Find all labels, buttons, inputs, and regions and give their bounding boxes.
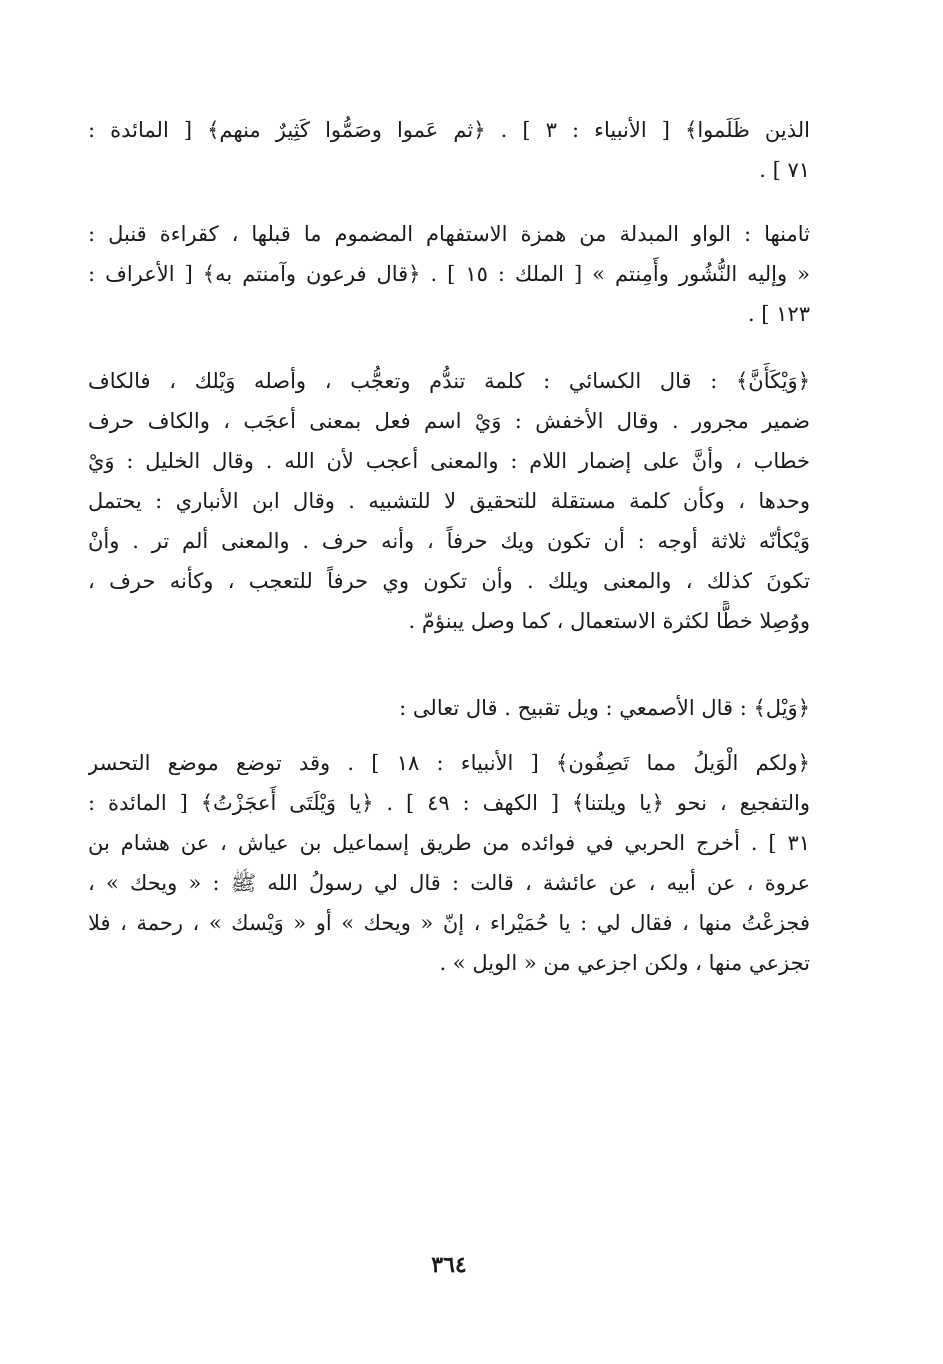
text-line: خطاب ، وأنَّ على إضمار اللام : والمعنى أعجب لأن الله . وقال الخليل : وَيْ — [88, 449, 810, 473]
text-line: ﴿وَيْكَأَنَّ﴾ : قال الكسائي : كلمة تندُّم وتعجُّب ، وأصله وَيْلك ، فالكاف — [88, 369, 810, 393]
text-line: ثامنها : الواو المبدلة من همزة الاستفهام المضموم ما قبلها ، كقراءة قنبل : — [88, 222, 810, 246]
text-line: ضمير مجرور . وقال الأخفش : وَيْ اسم فعل بمعنى أعجَب ، والكاف حرف — [88, 409, 810, 433]
text-line: وَيْكأنّه ثلاثة أوجه : أن تكون ويك حرفاً ، وأنه حرف . والمعنى ألم تر . وأنْ — [88, 529, 810, 553]
text-line: ﴿ولكم الْوَيلُ مما تَصِفُون﴾ [ الأنبياء : ١٨ ] . وقد توضع موضع التحسر — [88, 751, 810, 775]
paragraph-1 — [88, 110, 810, 190]
paragraph-3 — [88, 361, 810, 641]
document-page — [88, 0, 810, 1364]
text-line: ٧١ ] . — [759, 158, 810, 182]
paragraph-2 — [88, 214, 810, 334]
text-line: تكونَ كذلك ، والمعنى ويلك . وأن تكون وي حرفاً للتعجب ، وكأنه حرف ، — [88, 569, 810, 593]
text-line: الذين ظَلَموا﴾ [ الأنبياء : ٣ ] . ﴿ثم عَموا وصَمُّوا كَثِيرٌ منهم﴾ [ المائدة : — [88, 118, 810, 142]
text-line: وحدها ، وكأن كلمة مستقلة للتحقيق لا للتشبيه . وقال ابن الأنباري : يحتمل — [88, 489, 810, 513]
text-line: تجزعي منها ، ولكن اجزعي من « الويل » . — [439, 951, 810, 975]
text-line: فجزعْتُ منها ، فقال لي : يا حُمَيْراء ، إنّ « ويحك » أو « وَيْسك » ، رحمة ، فلا — [88, 911, 810, 935]
text-line: « وإليه النُّشُور وأَمِنتم » [ الملك : ١٥ ] . ﴿قال فرعون وآمنتم به﴾ [ الأعراف : — [88, 262, 810, 286]
text-line: ﴿وَيْل﴾ : قال الأصمعي : ويل تقبيح . قال تعالى : — [399, 696, 810, 720]
text-line: ٣١ ] . أخرج الحربي في فوائده من طريق إسماعيل بن عياش ، عن هشام بن — [88, 831, 810, 855]
text-line: عروة ، عن أبيه ، عن عائشة ، قالت : قال لي رسولُ الله ﷺ : « ويحك » ، — [88, 871, 810, 895]
text-line: والتفجيع ، نحو ﴿يا ويلتنا﴾ [ الكهف : ٤٩ ] . ﴿يا وَيْلَتَى أَعجَزْتُ﴾ [ المائدة : — [88, 791, 810, 815]
text-line: ووُصِلا خطًّا لكثرة الاستعمال ، كما وصل يبنؤمّ . — [408, 609, 810, 633]
paragraph-5 — [88, 743, 810, 983]
text-line: ١٢٣ ] . — [747, 302, 810, 326]
paragraph-4 — [88, 688, 810, 728]
page-number: ٣٦٤ — [431, 1252, 467, 1278]
